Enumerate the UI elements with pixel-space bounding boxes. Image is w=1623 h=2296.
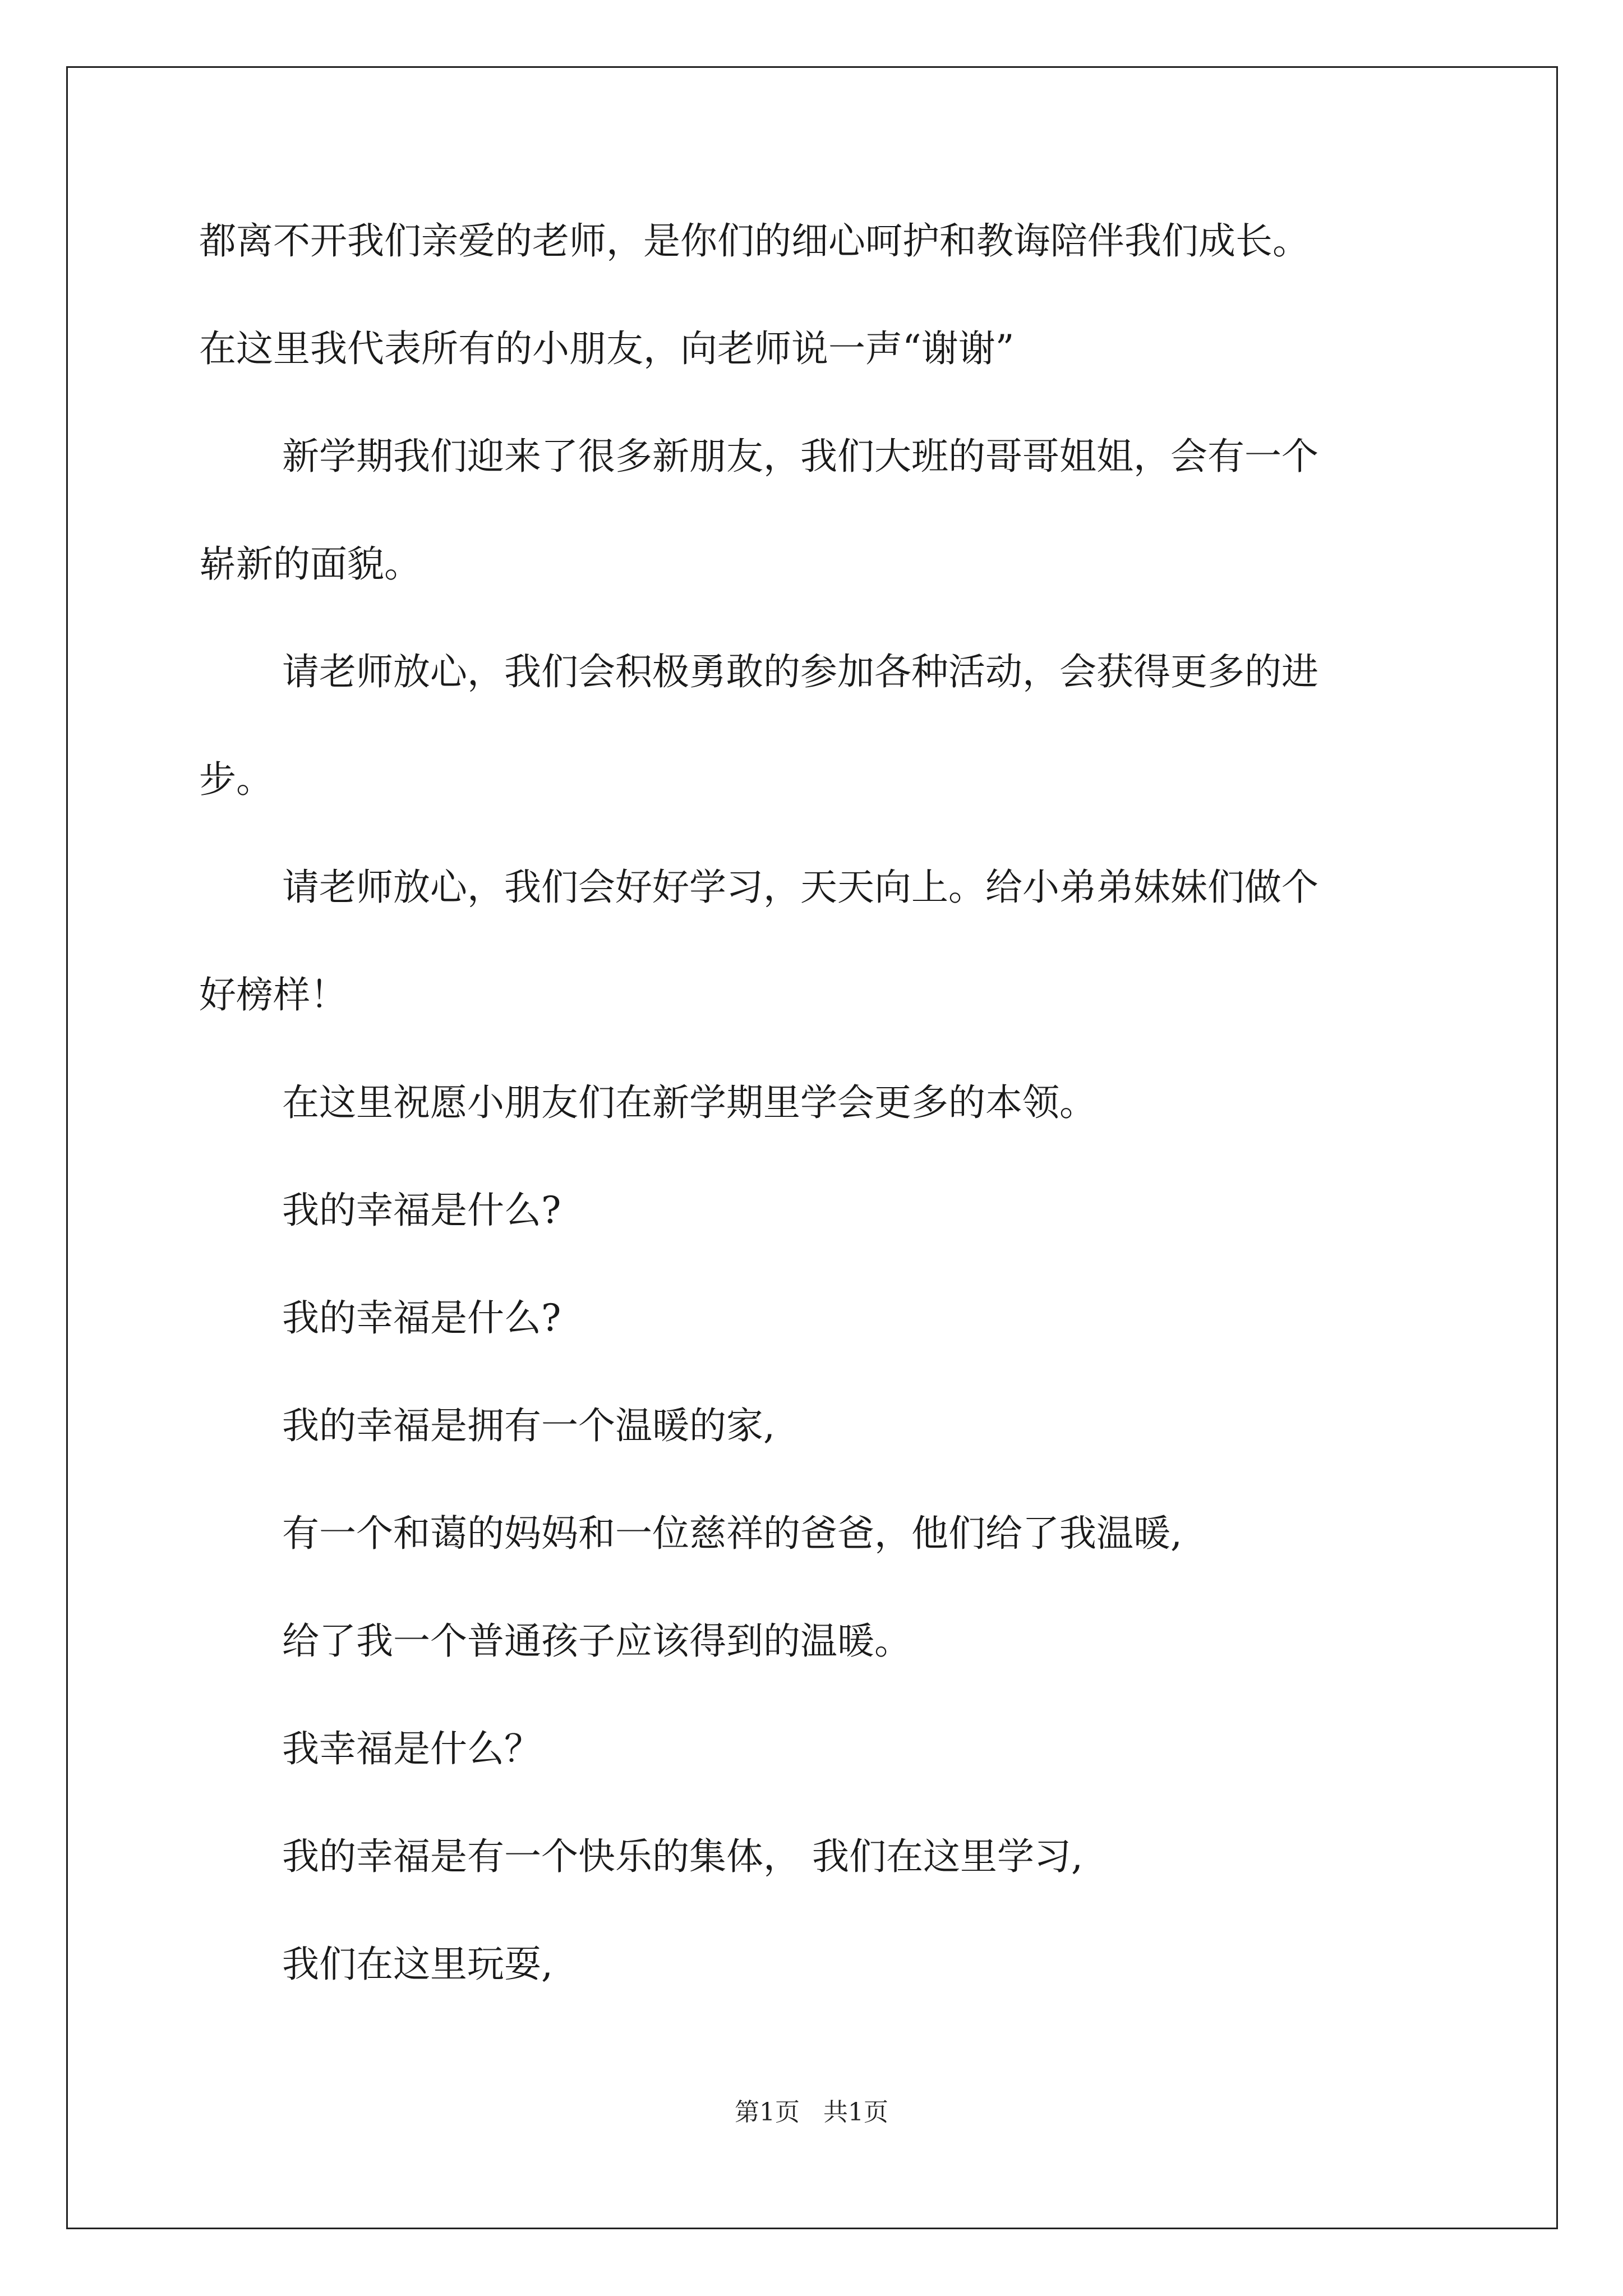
text-line-13: 有一个和蔼的妈妈和一位慈祥的爸爸，他们给了我温暖, [282,1512,1182,1555]
text-line-5: 请老师放心，我们会积极勇敢的参加各种活动，会获得更多的进 [282,650,1318,693]
text-line-8: 好榜样！ [199,973,347,1016]
text-line-2: 在这里我代表所有的小朋友，向老师说一声“谢谢” [199,327,1015,370]
page-footer [0,2096,1623,2129]
text-line-10: 我的幸福是什么? [282,1189,561,1232]
text-line-17: 我们在这里玩耍, [282,1943,553,1986]
document-body [199,213,1433,2044]
text-line-7: 请老师放心，我们会好好学习，天天向上。给小弟弟妹妹们做个 [282,866,1318,909]
text-line-1: 都离不开我们亲爱的老师，是你们的细心呵护和教诲陪伴我们成长。 [199,219,1310,263]
text-line-16: 我的幸福是有一个快乐的集体， 我们在这里学习, [282,1835,1083,1878]
text-line-15: 我幸福是什么？ [282,1727,541,1770]
text-line-12: 我的幸福是拥有一个温暖的家, [282,1404,775,1447]
text-line-6: 步。 [199,758,273,801]
text-line-9: 在这里祝愿小朋友们在新学期里学会更多的本领。 [282,1081,1096,1124]
text-line-11: 我的幸福是什么? [282,1296,561,1340]
text-line-14: 给了我一个普通孩子应该得到的温暖。 [282,1619,911,1663]
text-line-4: 崭新的面貌。 [199,542,421,586]
text-line-3: 新学期我们迎来了很多新朋友，我们大班的哥哥姐姐，会有一个 [282,435,1318,478]
page-number-total: 共1页 [823,2098,888,2127]
page-number-current: 第1页 [735,2098,800,2127]
